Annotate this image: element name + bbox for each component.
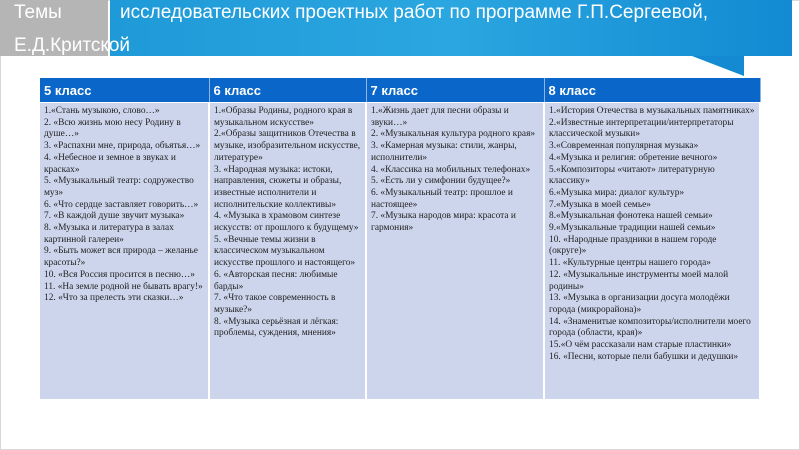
banner-pointer (692, 56, 744, 76)
topic-item: 8. «Музыка серьёзная и лёгкая: проблемы, суждения, мнения» (214, 316, 339, 339)
topic-item: 8.«Музыкальная фонотека нашей семьи» (549, 211, 713, 222)
topic-item: 2. «Всю жизнь мою несу Родину в душе…» (44, 117, 181, 140)
topic-item: 4. «Классика на мобильных телефонах» (371, 164, 531, 175)
topic-item: 2.«Известные интерпретации/интерпретаторы классической музыки» (549, 117, 734, 140)
header-grade-6: 6 класс (209, 78, 366, 103)
topic-item: 4. «Музыка в храмовом синтезе искусств: от прошлого к будущему» (214, 211, 359, 234)
topic-item: 3. «Распахни мне, природа, объятья…» (44, 141, 201, 152)
topic-item: 12. «Музыкальные инструменты моей малой родины» (549, 269, 729, 292)
title-part-3: Е.Д.Критской (14, 35, 131, 56)
topic-item: 6. «Музыкальный театр: прошлое и настоящее» (371, 187, 513, 210)
topic-item: 3. «Камерная музыка: стили, жанры, исполнители» (371, 141, 517, 163)
topic-item: 1.«Жизнь дает для песни образы и звуки…» (371, 106, 509, 128)
topic-item: 1.«Образы Родины, родного края в музыкальном искусстве» (214, 106, 353, 128)
title-part-2: исследовательских проектных работ по программе Г.П.Сергеевой, (120, 2, 709, 23)
topic-item: 10. «Вся Россия просится в песню…» (44, 269, 195, 280)
topic-item: 1.«Стань музыкою, слово…» (44, 106, 160, 116)
topics-table (40, 78, 761, 399)
cell-grade-7 (366, 103, 544, 400)
cell-grade-8 (544, 103, 760, 400)
topic-item: 9. «Быть может вся природа – желанье красоты?» (44, 246, 198, 269)
topic-item: 5. «Музыкальный театр: содружество муз» (44, 176, 194, 198)
cell-grade-5 (40, 103, 209, 400)
topic-item: 5.«Композиторы «читают» литературную классику» (549, 164, 715, 187)
topic-item: 6. «Что сердце заставляет говорить…» (44, 199, 199, 210)
topic-item: 7. «Что такое современность в музыке?» (214, 293, 336, 315)
topic-item: 13. «Музыка в организации досуга молодёжи города (микрорайона)» (549, 293, 730, 315)
topic-item: 8. «Музыка и литература в залах картинной галереи» (44, 223, 174, 245)
topic-item: 4. «Небесное и земное в звуках и красках» (44, 152, 176, 175)
topic-item: 10. «Народные праздники в нашем городе (округе)» (549, 234, 717, 257)
topic-item: 7. «Музыка народов мира: красота и гармония» (371, 211, 516, 234)
topic-item: 15.«О чём рассказали нам старые пластинки» (549, 340, 732, 351)
header-grade-7: 7 класс (366, 78, 544, 103)
topic-item: 2.«Образы защитников Отечества в музыке, изобразительном искусстве, литературе» (214, 129, 361, 163)
topic-item: 11. «На земле родной не бывать врагу!» (44, 281, 203, 292)
topic-item: 1.«История Отечества в музыкальных памятниках» (549, 106, 755, 116)
topic-item: 5. «Вечные темы жизни в классическом музыкальном искусстве прошлого и настоящего» (214, 234, 356, 269)
topic-item: 12. «Что за прелесть эти сказки…» (44, 293, 184, 304)
topic-item: 14. «Знаменитые композиторы/исполнители моего города (области, края)» (549, 316, 751, 339)
topic-item: 6. «Авторская песня: любимые барды» (214, 269, 338, 292)
topic-item: 7. «В каждой душе звучит музыка» (44, 211, 185, 222)
topic-item: 2. «Музыкальная культура родного края» (371, 129, 536, 140)
topic-item: 7.«Музыка в моей семье» (549, 199, 651, 210)
topic-item: 3. «Народная музыка: истоки, направления, сюжеты и образы, известные исполнители и исполнительские коллективы» (214, 164, 342, 210)
topic-item: 3.«Современная популярная музыка» (549, 141, 699, 152)
header-grade-5: 5 класс (40, 78, 209, 103)
cell-grade-6 (209, 103, 366, 400)
topic-item: 6.«Музыка мира: диалог культур» (549, 187, 685, 198)
title-part-1: Темы (14, 2, 62, 23)
table-row (40, 103, 760, 400)
topic-item: 5. «Есть ли у симфонии будущее?» (371, 176, 511, 187)
topic-item: 11. «Культурные центры нашего города» (549, 258, 711, 269)
topic-item: 16. «Песни, которые пели бабушки и дедушки» (549, 351, 739, 362)
header-grade-8: 8 класс (544, 78, 760, 103)
topic-item: 9.«Музыкальные традиции нашей семьи» (549, 223, 716, 234)
topic-item: 4.«Музыка и религия: обретение вечного» (549, 152, 718, 163)
table-header-row (40, 78, 760, 103)
